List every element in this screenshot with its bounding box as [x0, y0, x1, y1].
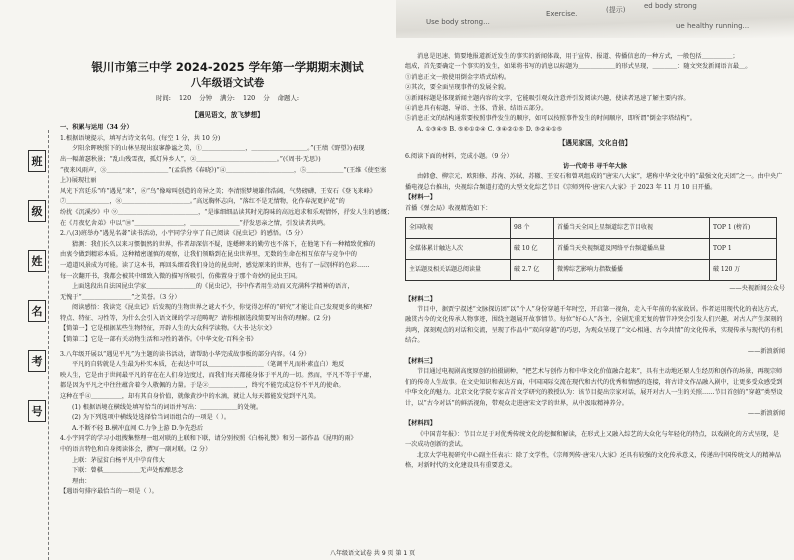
- question-text: 风光下宫廷乐“昨”遇见“来”，⑥“鸟”像啼叫创造的奇异之美；李清照梦境雄伟浩阔，气势磅礴，王安石《登飞来峰》: [60, 187, 376, 195]
- article-title: 访一代奇书 寻千年大脉: [562, 163, 628, 171]
- class-field-label: 班: [28, 150, 46, 172]
- material-heading: 【材料一】: [405, 194, 436, 202]
- table-row: [406, 260, 777, 281]
- exam-title: 银川市第三中学 2024-2025 学年第一学期期末测试: [91, 60, 364, 74]
- news-text: 消息是迅速、简要地报道新近发生的事实的新闻体裁，用于宣传、报道、传播信息的一种方式，一般包括＿＿＿＿＿；: [417, 53, 739, 60]
- question-text: 在《月夜忆舍弟》中以“⑩“＿＿＿＿＿＿＿＿，＿＿＿＿＿＿＿＿”抒发思亲之情，引发读者共鸣。: [60, 219, 330, 227]
- question-text: 纷扰《沉溪沙》中 ⑨＿＿＿＿＿＿＿＿＿＿＿＿＿，“是谁细细品读其时光韵味的高远追求和乐观情怀，抒发人生的感慨；: [60, 208, 394, 216]
- section-banner: 【遇见家国，文化自信】: [558, 139, 632, 148]
- material-text: 北京大学电视研究中心副主任表示：除了文学性，《宗师列传·唐宋八大家》还具有较强的文化传承意义，传递出中国传统文人的精神品格，对新时代的文化建设具有重要意义。: [405, 451, 781, 469]
- ratings-table: [405, 217, 777, 281]
- answer-choices: A.不断不轻 B.横冲直闯 C.力争上游 D.争先恐后: [72, 424, 204, 432]
- reading-text: 猜测：我们长久以来习惯偶然的世界，作者却深信不疑，连蟋蟀来的勤劳也不落下，在他笔下有一种精致优雅的: [72, 240, 376, 248]
- reason-line: 理由：: [72, 477, 91, 485]
- couplet-upper: 上联：茅屋贫白杨平凡中孕育伟大: [72, 456, 165, 464]
- exam-subtitle: 八年级语文试卷: [190, 77, 265, 89]
- question-3: 3.八年级开展以“遇见平凡”为主题的读书活动，请帮助小华完成故事板的部分内容。（4 分）: [60, 350, 311, 358]
- question-4: 4.小宇同学的学习小组搜集整理一组对联的上联和下联，请分别按照《白杨礼赞》和另一部作品《昆明的雨》: [60, 435, 357, 443]
- exam-author: 命题人:: [277, 94, 299, 102]
- material-heading: 【材料三】: [405, 357, 436, 365]
- story-text: 平凡的自转就是人生最为朴实本质，在表达中可以＿＿＿＿＿＿＿＿＿（笔调平凡而朴素直白）地反: [72, 361, 345, 369]
- material-text: 节目通过电视剧高度原创的拍摄剧种，“把艺术与创作力和中华文化价值融合起来”，具有主动地还原人生经历和创作的场景，再现宗师们的传奇人生故事。在文史知识和表达方面，中国国际交流在现代和古代的优秀和情感的连接，将古诗文作品融入剧中，让更多受众感受到中华文化的魅力。北京文化学院专家吉首文学研究的教授认为：该节目提出宗家对话，展开对古人一生的关照……节目首创的“穿越”类型设计，以“古今对话”的鲜活视角，带观众走进唐宋文学的世界，从中汲取精神养分。: [405, 368, 783, 407]
- exam-time: 时间: 120 分钟: [156, 94, 212, 102]
- table-cell: 主话题及相关话题总阅读量: [406, 260, 511, 281]
- sentence-option: ③新闻标题是体现新闻主题内容的文字，它能吸引观众注意并引发阅读兴趣，使读者迅速了解主要内容。: [405, 94, 690, 102]
- table-cell: 破 2.7 亿: [511, 260, 554, 281]
- sub-question: (2) 为下列选项中横线处选择恰当词语组合的一项是（ ）。: [72, 414, 231, 422]
- table-cell: 98 个: [511, 218, 554, 239]
- question-text: 夕阳余晖映照下的山林呈现出寂寥静谧之美，①＿＿＿＿＿＿＿，＿＿＿＿＿＿＿＿＿。”(王绩《野望》)表现: [72, 145, 365, 153]
- scrap-text: Exercise.: [546, 10, 578, 18]
- story-text: 映人生，它是由于世间最平凡的存在在人们身边度过，而我们每天都能身体于平凡的一切。然而，平凡不等于平庸，: [60, 371, 376, 379]
- table-row: [406, 218, 777, 239]
- question-text: 无愧于“＿＿＿＿＿＿＿＿”之美誉。（3 分）: [60, 293, 181, 301]
- question-text: 特点、特征、习性等，为什么会引入语文课的学习范畴呢？请你根据选段简要写出你的理解。(2 分): [60, 314, 331, 322]
- class-field-label: 级: [28, 200, 46, 222]
- scrap-text: ed body strong: [644, 2, 697, 10]
- sentence-option: ⑤消息正文的结构通常要按照事件发生的顺序，如可以按照事件发生的时间顺序，即所谓“倒金字塔结构”。: [405, 115, 696, 123]
- question-text: ⑦＿＿＿＿＿＿＿，⑧＿＿＿＿＿＿＿＿＿＿＿。”高远胸怀志向，“落红不是无情物，化作春泥更护花”的: [60, 198, 345, 206]
- question-text: 阅读感悟：我读完《昆虫记》后发现的生物世界之谜大不少，你觉得怎样的“研究”才能让自己发现更多的奥秘？: [72, 304, 376, 312]
- exam-score: 满分: 120 分: [220, 94, 270, 102]
- question-text: 中的语言特色和自身阅读体会，撰写一副对联。（2 分）: [60, 446, 212, 453]
- couplet-lower: 下联：曾棋＿＿＿＿＿＿无声处酝酿思念: [72, 467, 184, 475]
- material-text: 节目中，据贾宁叔述“文脉探访团”以“个人”身份穿越千年时空，开启第一视角，走入千年前的名家故居。作者运用现代化的表达方式，融贯古今的文化传承人物事迹，围绕主题展开故事情节。每位“好心人”各主，全剧无重无复的情节冲突会引发人们兴趣，对古人产生深刻的共鸣，深刻观点的对话和交流，呈现了作品中“双向穿越”的巧思，为观众呈现了“文心相通、古今共情”的文化传承，实现传承与现代的有机结合。: [405, 305, 783, 345]
- question-text: “夜来风雨声，③＿＿＿＿＿＿＿＿＿＿”(孟浩然《春晓》)“④＿＿＿＿＿＿＿＿＿＿＿，⑤＿＿＿＿＿＿”(王维《使至塞上》)展现壮丽: [60, 166, 387, 185]
- article-text: 由韩愈、柳宗元、欧阳修、苏洵、苏轼、苏辙、王安石和曾巩组成的“唐宋八大家”，堪称中华文化中的“最强文化天团”之一。由中央广播电视总台推出，央视综合频道打造的大型文化综艺节目《宗师列传·唐宋八大家》于 2023 年 11 月 10 日开播。: [405, 173, 783, 191]
- table-cell: 全国收视: [406, 218, 511, 239]
- question-6: 6.阅读下面的材料，完成小题。（9 分）: [405, 152, 513, 160]
- name-field-label: 姓: [28, 250, 46, 272]
- table-cell: 微博综艺影响力指数播播: [554, 260, 710, 281]
- sub-question: (1) 根据语境在横线处填写恰当的词语并写出：＿＿＿＿＿＿的处境。: [72, 403, 263, 411]
- scrap-text: Use body strong...: [426, 18, 490, 26]
- scrap-text: (提示): [606, 6, 626, 14]
- sentence-option: ④消息具有标题、导语、主体、背景、结语五部分。: [405, 105, 548, 113]
- left-column: [60, 60, 395, 498]
- material-heading: 【材料二】: [405, 295, 436, 303]
- material-text: 《中国青年报》：节目立足于对优秀传统文化的挖掘和解读，在形式上又融入综艺的大众化与年轻化的特点，以戏剧化的方式呈现，是一次成功创新的尝试。: [405, 430, 779, 449]
- table-cell: 首播当天央视频道及网络平台频道播出量: [554, 239, 710, 260]
- table-cell: TOP 1 (榜首): [710, 218, 777, 239]
- option-text: 【简第二】它是一部有关动物生活和习性的著作。《中华文化·百科全书》: [60, 336, 257, 344]
- scrap-text: ue healthy running...: [676, 22, 750, 30]
- reading-text: 一道道风景成为可能。读了这本书，再回头细看我们身边的昆虫时，感觉原来的世界，也有了一层别样的色彩……: [60, 261, 370, 269]
- source-note: ——新浪新闻: [747, 409, 785, 417]
- question-text: 上面选段出自法国昆虫学家＿＿＿＿＿＿＿＿的《昆虫记》，书中作者用生动而又充满科学精神的语言，: [72, 283, 354, 291]
- source-note: ——新浪新闻: [747, 347, 785, 355]
- table-cell: 首播当天全国上星频道综艺节目收视: [554, 218, 710, 239]
- name-field-label: 名: [28, 300, 46, 322]
- dashed-cut-line: [48, 130, 50, 560]
- sentence-option: ②其次，要全面呈现事件的发展全貌。: [405, 84, 511, 92]
- table-cell: 全媒体累计触达人次: [406, 239, 511, 260]
- option-text: 【简第一】它是根据某些生物特征，开辟人生的大众科学读物。《大书·达尔文》: [60, 325, 276, 333]
- material-heading: 【材料四】: [405, 420, 436, 428]
- right-column: [405, 52, 785, 471]
- exam-info: [60, 93, 395, 104]
- section-banner: 【遇见语文，放飞梦想】: [191, 110, 264, 119]
- table-row: [406, 239, 777, 260]
- question-2: 2.八(3)班举办“遇见名著”读书活动，小宇同学分享了自己阅读《昆虫记》的感悟。（5 分）: [60, 230, 307, 238]
- reading-text: 每一次翻开书，我都会被其中细致入微的描写所吸引，仿佛置身于那个奇妙的昆虫王国。: [60, 272, 302, 280]
- part-heading: 一、积累与运用（34 分）: [60, 124, 133, 132]
- table-cell: 破 10 亿: [511, 239, 554, 260]
- question-text: 出一幅萧瑟秋景；“乱山残雪夜，孤灯异乡人”，②＿＿＿＿＿＿＿＿＿＿＿＿＿。”(《周书·无思》): [60, 155, 321, 163]
- top-paper-scrap: [396, 0, 794, 38]
- news-text: 组成，首先要确定一个事实的发生，如果将书写的消息以标题为＿＿＿＿＿＿的形式呈现，＿＿＿＿：随文突发新闻语言最＿。: [405, 63, 752, 71]
- question-1: 1.根据语境提示，填写古诗文名句。(每空 1 分，共 10 分): [60, 134, 221, 142]
- table-cell: TOP 1: [710, 239, 777, 260]
- answer-choices: A. ①③④⑤ B. ⑤⑥①②④ C. ③④②①⑤ D. ③②④①⑤: [417, 125, 563, 133]
- exam-number-label: 号: [28, 400, 46, 422]
- exam-number-label: 考: [28, 350, 46, 372]
- source-note: ——央视新闻公众号: [729, 285, 785, 293]
- reading-text: 由衷令做到精彩本质。这种精密谨慎的观察，让我们领略到在昆虫世界里，无数的生命在相互依存与竞争中的: [60, 251, 357, 259]
- story-text: 都是因为平凡之中往往蕴含着令人敬佩的力量。于是②＿＿＿＿＿＿，终究不能完成这份不平凡的使命。: [60, 382, 345, 390]
- table-cell: 破 120 万: [710, 260, 777, 281]
- table-caption: 首播《弹会局》收视精选如下：: [405, 204, 492, 212]
- question-5: 【遇语句排序最恰当的一项是（ ）。: [60, 488, 158, 496]
- page-footer: 八年级语文试卷 共 9 页 第 1 页: [330, 550, 416, 557]
- sentence-option: ①消息正文一般使用倒金字塔式结构。: [405, 73, 511, 81]
- story-text: 这种在乎④＿＿＿＿＿，却有其自身价值，就像黄沙中的水滴，就让人每天都能发觉到平凡美。: [60, 393, 320, 401]
